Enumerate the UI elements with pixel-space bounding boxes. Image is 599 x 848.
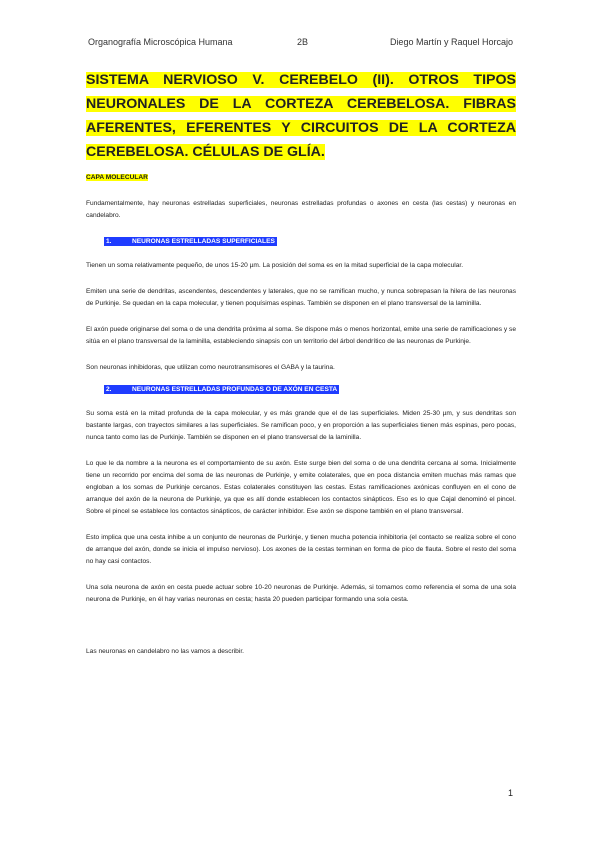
- paragraph: Lo que le da nombre a la neurona es el comportamiento de su axón. Este surge bien del soma o de una dendrita cercana al soma. Inicialmente tiene un recorrido por encima del soma de las neuronas de Purkinje, y emite colaterales, que en poca distancia emiten muchas más ramas que engloban a los somas de Purkinje cercanos. Estas colaterales constituyen las cestas. Estas ramificaciones axónicas confluyen en el cono de arranque del axón de la neurona de Purkinje, ya que es allí donde establecen los contactos sinápticos. Eso es lo que Cajal denominó el pincel. Sobre el pincel se establece los contactos sinápticos, de carácter inhibidor. Ese axón se dispone también en el plano transversal.: [86, 460, 516, 515]
- paragraph: Las neuronas en candelabro no las vamos a describir.: [86, 648, 244, 655]
- list-item-2: [86, 384, 516, 396]
- paragraph: El axón puede originarse del soma o de una dendrita próxima al soma. Se dispone más o menos horizontal, emite una serie de ramificaciones y se sitúa en el plano transversal de la laminilla, estableciendo sinapsis con un territorio del árbol dendrítico de las neuronas de Purkinje.: [86, 326, 516, 345]
- paragraph: Son neuronas inhibidoras, que utilizan como neurotransmisores el GABA y la taurina.: [86, 364, 335, 371]
- section-heading: CAPA MOLECULAR: [86, 174, 148, 181]
- header-authors: Diego Martín y Raquel Horcajo: [389, 37, 513, 47]
- list-item-1-highlight: [104, 237, 277, 246]
- list-item-1: [86, 236, 516, 248]
- header-group: 2B: [297, 37, 309, 47]
- list-item-2-highlight: [104, 385, 339, 394]
- list-item-1-label: NEURONAS ESTRELLADAS SUPERFICIALES: [132, 238, 275, 245]
- paragraph: Una sola neurona de axón en cesta puede actuar sobre 10-20 neuronas de Purkinje. Además, si tomamos como referencia el soma de una sola neurona de Purkinje, en él hay varias neuronas en cesta; hasta 20 pueden participar formando una sola cesta.: [86, 584, 516, 603]
- list-item-2-label: NEURONAS ESTRELLADAS PROFUNDAS O DE AXÓN EN CESTA: [132, 386, 338, 393]
- paragraph: Esto implica que una cesta inhibe a un conjunto de neuronas de Purkinje, y tienen mucha potencia inhibitoria (el contacto se realiza sobre el cono de arranque del axón, donde se inicia el impulso nervioso). Los axones de la cestas terminan en forma de pico de flauta. Sobre el resto del soma no hay casi contactos.: [86, 534, 516, 565]
- document-title: [86, 68, 516, 164]
- paragraph: Emiten una serie de dendritas, ascendentes, descendentes y laterales, que no se ramifican mucho, y nunca sobrepasan la hilera de las neuronas de Purkinje. Se quedan en la capa molecular, y tienen poquísimas espinas. También se disponen en el plano transversal de la laminilla.: [86, 288, 516, 307]
- page-number: 1: [508, 788, 514, 798]
- intro-paragraph: Fundamentalmente, hay neuronas estrelladas superficiales, neuronas estrelladas profundas o axones en cesta (las cestas) y neuronas en candelabro.: [86, 200, 516, 219]
- paragraph: Su soma está en la mitad profunda de la capa molecular, y es más grande que el de las superficiales. Miden 25-30 µm, y sus dendritas son bastante largas, con trayectos similares a las superficiales. Se ramifican poco, y en proporción a las superficiales tienen más espinas, pero pocas, nunca tanto como las de Purkinje. También se disponen en el plano transversal de la laminilla.: [86, 410, 516, 441]
- list-item-2-number: 2.: [106, 386, 112, 393]
- paragraph: Tienen un soma relativamente pequeño, de unos 15-20 µm. La posición del soma es en la mitad superficial de la capa molecular.: [86, 262, 464, 269]
- header-course: Organografía Microscópica Humana: [88, 37, 233, 47]
- list-item-1-number: 1.: [106, 238, 112, 245]
- title-text: SISTEMA NERVIOSO V. CEREBELO (II). OTROS TIPOS NEURONALES DE LA CORTEZA CEREBELOSA. FIBRAS AFERENTES, EFERENTES Y CIRCUITOS DE LA CORTEZA CEREBELOSA. CÉLULAS DE GLÍA.: [86, 72, 516, 160]
- document-body: [86, 172, 516, 658]
